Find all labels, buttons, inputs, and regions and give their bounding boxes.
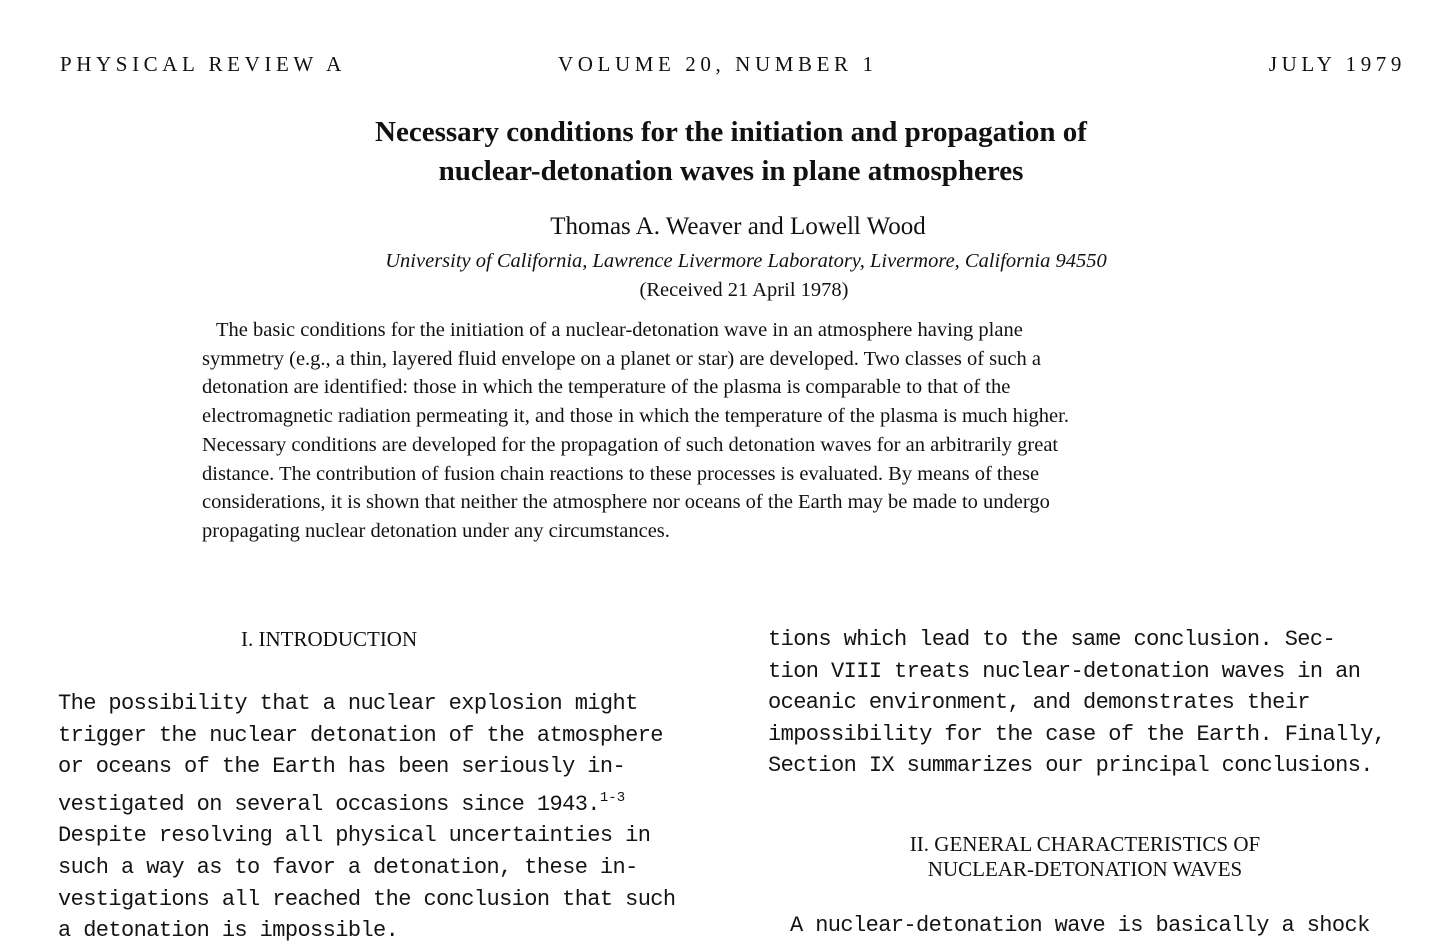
text-line	[58, 783, 678, 821]
abstract-line: The basic conditions for the initiation of a nuclear-detonation wave in an atmosphere having plane	[216, 319, 1023, 341]
text-line: A nuclear-detonation wave is basically a shock	[790, 913, 1370, 938]
text-line: vestigations all reached the conclusion that such	[58, 886, 676, 912]
text-line: tion VIII treats nuclear-detonation waves in an	[768, 658, 1361, 684]
section-heading-line: II. GENERAL CHARACTERISTICS OF	[909, 832, 1261, 856]
text-line: or oceans of the Earth has been seriously in-	[58, 754, 626, 780]
abstract-line: electromagnetic radiation permeating it, and those in which the temperature of the plasma is much higher.	[202, 405, 1069, 428]
section-heading-line: NUCLEAR-DETONATION WAVES	[927, 857, 1243, 881]
title-line-2: nuclear-detonation waves in plane atmospheres	[438, 155, 1024, 187]
text-line-content: vestigated on several occasions since 1943.	[58, 791, 600, 817]
title-line-1: Necessary conditions for the initiation and propagation of	[375, 116, 1087, 148]
issue-date: JULY 1979	[1268, 52, 1406, 76]
received-date: (Received 21 April 1978)	[639, 279, 849, 301]
right-column-text	[768, 624, 1408, 782]
affiliation: University of California, Lawrence Livermore Laboratory, Livermore, California 94550	[385, 250, 1107, 272]
text-line: Section IX summarizes our principal conclusions.	[768, 753, 1373, 779]
section2-text	[790, 910, 1430, 942]
section-heading-general-characteristics	[780, 832, 1390, 882]
introduction-text	[58, 688, 678, 947]
text-line: The possibility that a nuclear explosion might	[58, 691, 638, 716]
abstract	[202, 316, 1287, 546]
abstract-line: symmetry (e.g., a thin, layered fluid envelope on a planet or star) are developed. Two classes of such a	[202, 347, 1041, 370]
abstract-line: detonation are identified: those in which the temperature of the plasma is comparable to that of the	[202, 376, 1011, 399]
footnote-reference: 1-3	[599, 789, 626, 806]
text-line: impossibility for the case of the Earth. Finally,	[768, 721, 1386, 747]
text-line: tions which lead to the same conclusion. Sec-	[768, 627, 1336, 652]
text-line: oceanic environment, and demonstrates their	[768, 690, 1310, 716]
section-heading-introduction: I. INTRODUCTION	[241, 627, 418, 651]
abstract-line: distance. The contribution of fusion chain reactions to these processes is evaluated. By means of these	[202, 462, 1040, 485]
volume-number: VOLUME 20, NUMBER 1	[558, 52, 878, 76]
abstract-line: propagating nuclear detonation under any circumstances.	[202, 519, 670, 542]
abstract-line: Necessary conditions are developed for the propagation of such detonation waves for an arbitrarily great	[202, 433, 1059, 456]
text-line: trigger the nuclear detonation of the atmosphere	[58, 722, 663, 748]
paper-title	[0, 113, 1456, 191]
abstract-line: considerations, it is shown that neither the atmosphere nor oceans of the Earth may be made to undergo	[202, 491, 1050, 514]
text-line: such a way as to favor a detonation, these in-	[58, 854, 638, 880]
authors: Thomas A. Weaver and Lowell Wood	[550, 213, 926, 240]
text-line: Despite resolving all physical uncertainties in	[58, 823, 651, 849]
text-line: a detonation is impossible.	[58, 918, 399, 944]
journal-name: PHYSICAL REVIEW A	[60, 52, 346, 76]
